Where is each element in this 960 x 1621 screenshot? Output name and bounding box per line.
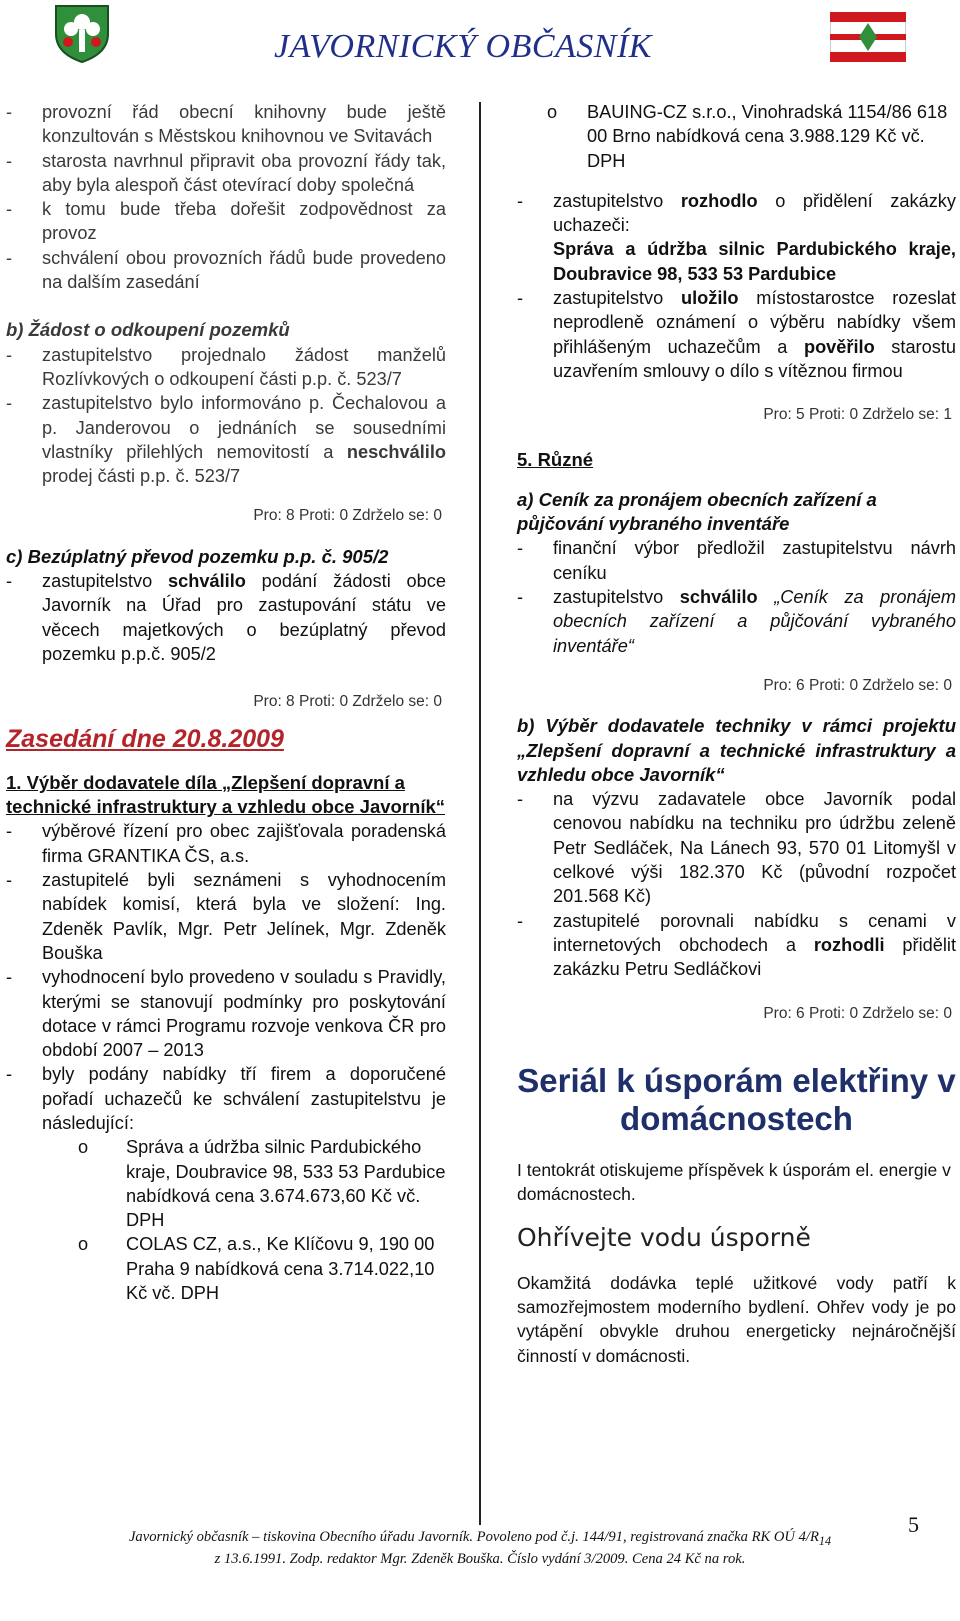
list-item: - k tomu bude třeba dořešit zodpovědnost za provoz [6, 199, 446, 244]
article-body: Okamžitá dodávka teplé užitkové vody patří k samozřejmostem moderního bydlení. Ohřev vody je po vytápění obvykle druhou energeticky nejnáročnější činností v domácnosti. [517, 1272, 956, 1366]
list-item: - zastupitelstvo projednalo žádost manželů Rozlívkových o odkoupení části p.p. č. 523/7 [6, 344, 446, 389]
list-item: - zastupitelé byli seznámeni s vyhodnocením nabídek komisí, která byla ve složení: Ing. Zdeněk Pavlík, Mgr. Petr Jelínek, Mgr. Zdeněk Bouška [6, 870, 446, 963]
list-item: - zastupitelé porovnali nabídku s cenami v internetových obchodech a rozhodli přidělit zakázku Petru Sedláčkovi [517, 910, 956, 980]
section-heading: a) Ceník za pronájem obecních zařízení a půjčování vybraného inventáře [517, 488, 877, 535]
offer-item: o Správa a údržba silnic Pardubického kraje, Doubravice 98, 533 53 Pardubice nabídková cena 3.674.673,60 Kč vč. DPH [78, 1137, 446, 1231]
section-heading: b) Výběr dodavatele techniky v rámci projektu „Zlepšení dopravní a technické infrastruktury a vzhledu obce Javorník“ [517, 715, 956, 785]
list-item: - zastupitelstvo bylo informováno p. Čechalovou a p. Janderovou o jednáních se sousedními vlastníky přilehlých nemovitostí a neschválilo prodej části p.p. č. 523/7 [6, 393, 446, 487]
list-item: - byly podány nabídky tří firem a doporučené pořadí uchazečů ke schválení zastupitelstvu je následující: [6, 1064, 446, 1133]
vote-result: Pro: 8 Proti: 0 Zdrželo se: 0 [253, 507, 442, 525]
vote-result: Pro: 5 Proti: 0 Zdrželo se: 1 [763, 406, 952, 424]
list-item: - zastupitelstvo rozhodlo o přidělení zakázky uchazeči: Správa a údržba silnic Pardubického kraje, Doubravice 98, 533 53 Pardubice [517, 190, 956, 284]
list-item: - zastupitelstvo uložilo místostarostce rozeslat neprodleně oznámení o výběru nabídky všem přihlášeným uchazečům a pověřilo starostu uzavřením smlouvy o dílo s vítěznou firmou [517, 288, 956, 381]
column-divider [479, 102, 481, 1525]
list-item: - na výzvu zadavatele obce Javorník podal cenovou nabídku na techniku pro údržbu zeleně Petr Sedláček, Na Lánech 93, 570 01 Litomyšl v celkové výši 182.370 Kč (původní rozpočet 201.568 Kč) [517, 789, 956, 907]
section-heading: 5. Různé [517, 448, 594, 470]
coat-of-arms-icon [52, 2, 112, 64]
list-item: - vyhodnocení bylo provedeno v souladu s Pravidly, kterými se stanovují podmínky pro poskytování dotace v rámci Programu rozvoje venkova ČR pro období 2007 – 2013 [6, 967, 446, 1061]
masthead-title: JAVORNICKÝ OBČASNÍK [274, 28, 652, 65]
vote-result: Pro: 6 Proti: 0 Zdrželo se: 0 [763, 676, 952, 694]
list-item: - zastupitelstvo schválilo „Ceník za pronájem obecních zařízení a půjčování vybraného inventáře“ [517, 587, 956, 656]
vote-result: Pro: 6 Proti: 0 Zdrželo se: 0 [763, 1004, 952, 1022]
list-item: - výběrové řízení pro obec zajišťovala poradenská firma GRANTIKA ČS, a.s. [6, 821, 446, 866]
section-heading: 1. Výběr dodavatele díla „Zlepšení dopravní a technické infrastruktury a vzhledu obce Javorník“ [6, 771, 446, 818]
list-item: - provozní řád obecní knihovny bude ještě konzultován s Městskou knihovnou ve Svitavách [6, 102, 446, 147]
list-item: - schválení obou provozních řádů bude provedeno na dalším zasedání [6, 247, 446, 293]
serial-title: Seriál k úsporám elektřiny v domácnostech [517, 1061, 956, 1137]
meeting-heading: Zasedání dne 20.8.2009 [6, 724, 284, 753]
page-footer: Javornický občasník – tiskovina Obecního úřadu Javorník. Povoleno pod č.j. 144/91, registrovaná značka RK OÚ $4/R_{14}$ z 13.6.1991. Zodp. redaktor Mgr. Zdeněk Bouška. Číslo vydání 3/2009. Cena 24 Kč na rok. [128, 1529, 832, 1567]
serial-intro: I tentokrát otiskujeme příspěvek k úsporám el. energie v domácnostech. [517, 1159, 951, 1205]
offer-item: o BAUING-CZ s.r.o., Vinohradská 1154/86 618 00 Brno nabídková cena 3.988.129 Kč vč. DPH [547, 102, 948, 171]
vote-result: Pro: 8 Proti: 0 Zdrželo se: 0 [253, 693, 442, 711]
right-column [517, 100, 956, 1368]
page-number: 5 [908, 1512, 919, 1537]
section-heading: b) Žádost o odkoupení pozemků [6, 319, 290, 341]
offer-item: o COLAS CZ, a.s., Ke Klíčovu 9, 190 00 Praha 9 nabídková cena 3.714.022,10 Kč vč. DPH [78, 1234, 435, 1304]
list-item: - zastupitelstvo schválilo podání žádosti obce Javorník na Úřad pro zastupování státu ve věcech majetkových o bezúplatný převod pozemku p.p.č. 905/2 [6, 571, 446, 664]
article-subheading: Ohřívejte vodu úsporně [517, 1223, 811, 1253]
list-item: - starosta navrhnul připravit oba provozní řády tak, aby byla alespoň část otevírací doby společná [6, 150, 446, 195]
left-column [6, 100, 446, 1305]
javornik-flag-icon [830, 12, 906, 62]
list-item: - finanční výbor předložil zastupitelstvu návrh ceníku [517, 538, 956, 583]
section-heading: c) Bezúplatný převod pozemku p.p. č. 905/2 [6, 545, 389, 567]
